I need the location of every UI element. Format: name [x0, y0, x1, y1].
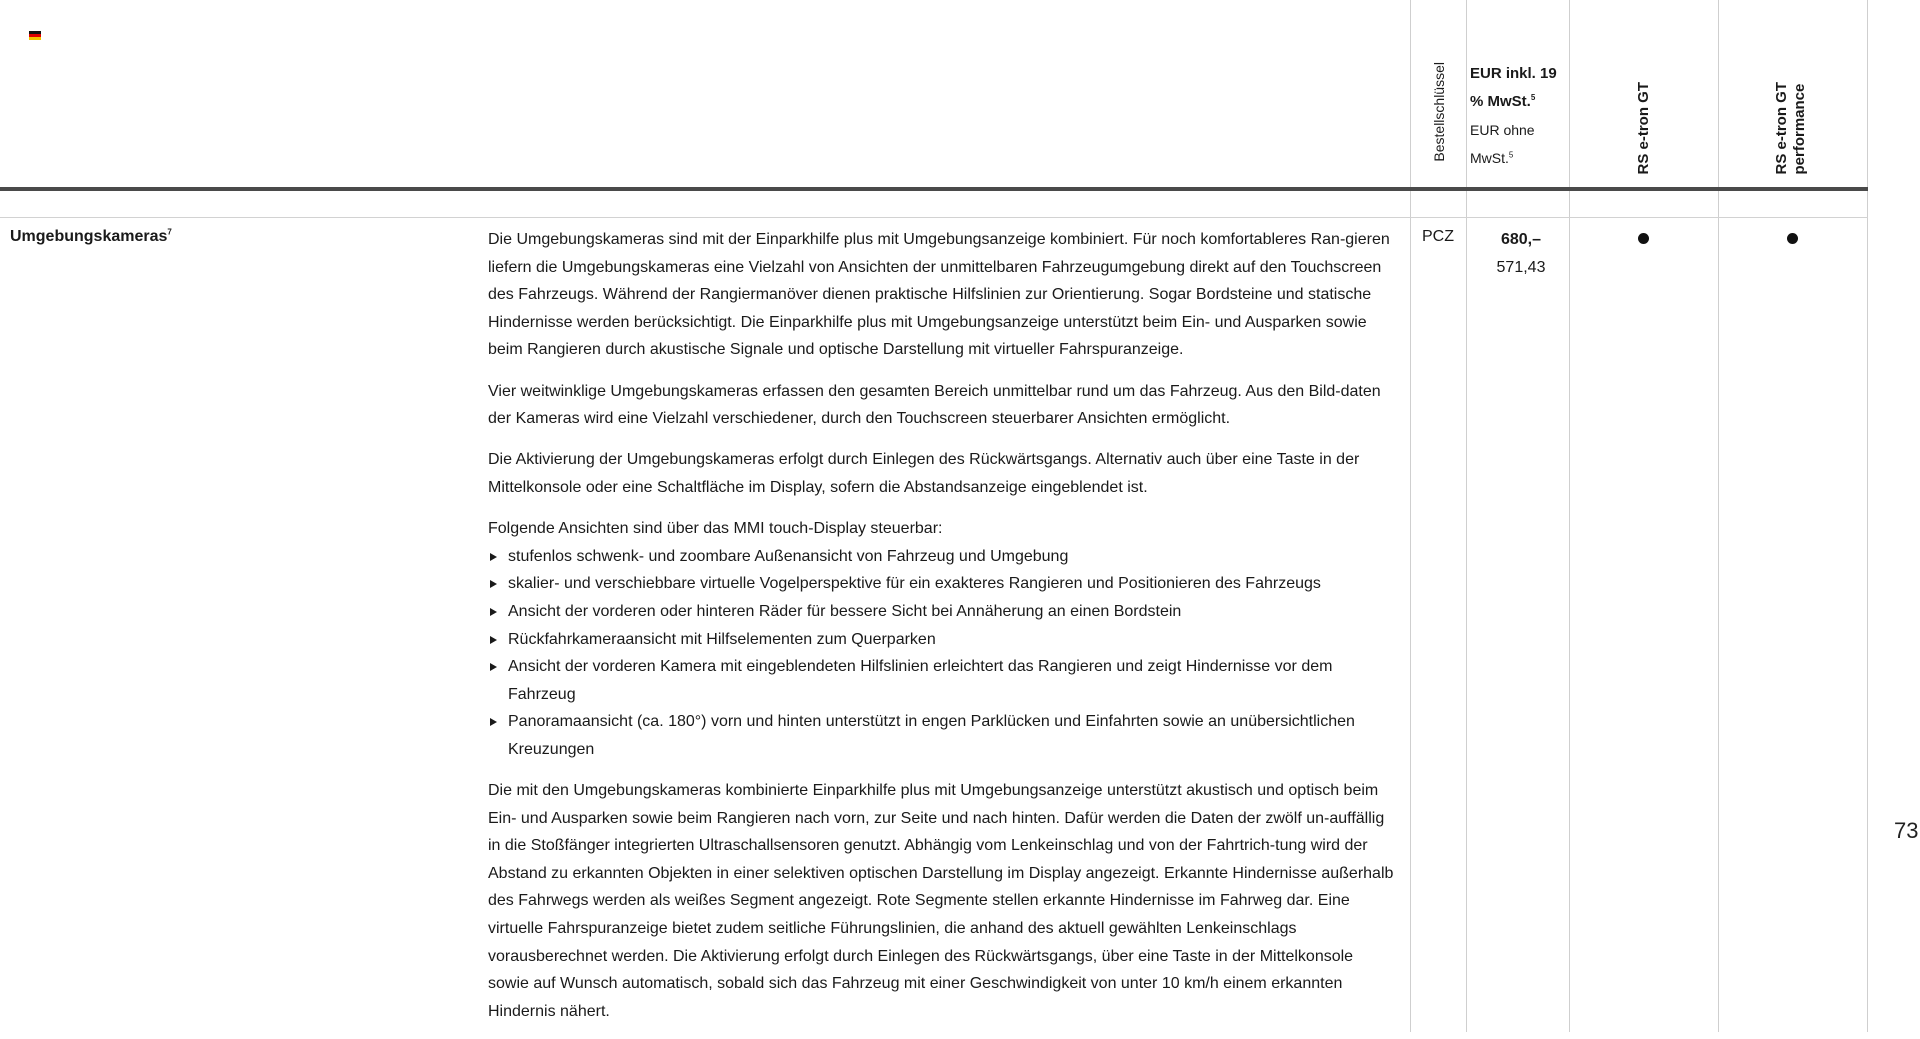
- description-paragraph: Die Aktivierung der Umgebungskameras erfolgt durch Einlegen des Rückwärtsgangs. Alternativ auch über eine Taste in der Mittelkonsole oder eine Schaltfläche im Display, sofern die Abstandsanzeige eingeblendet ist.: [488, 451, 1360, 496]
- standard-dot-icon: [1638, 233, 1649, 244]
- list-item: Rückfahrkameraansicht mit Hilfselementen zum Querparken: [488, 626, 1396, 654]
- column-divider: [1718, 0, 1719, 1032]
- feature-price: [1470, 226, 1572, 281]
- row-rule: [0, 217, 1868, 218]
- header-price-net: EUR ohne MwSt.$^5$: [1470, 122, 1535, 166]
- header-order-key: Bestellschlüssel: [1431, 62, 1447, 162]
- feature-description: [488, 226, 1396, 1039]
- price-net: 571,43: [1496, 258, 1546, 276]
- list-item: stufenlos schwenk- und zoombare Außenansicht von Fahrzeug und Umgebung: [488, 543, 1396, 571]
- price-gross: 680,–: [1500, 231, 1542, 248]
- page-number: 73: [1894, 818, 1919, 843]
- list-item: Ansicht der vorderen Kamera mit eingeblendeten Hilfslinien erleichtert das Rangieren und zeigt Hindernisse vor dem Fahrzeug: [488, 653, 1396, 708]
- description-closing: Die mit den Umgebungskameras kombinierte Einparkhilfe plus mit Umgebungsanzeige unterstützt akustisch und optisch beim Ein- und Ausparken sowie beim Rangieren nach vorn, zur Seite und nach hinten. Dafür werden die Daten der zwölf un-auffällig in die Stoßfänger integrierten Ultraschallsensoren genutzt. Abhängig vom Lenkeinschlag und von der Fahrtrich-tung wird der Abstand zu erkannten Objekten in einer selektiven optischen Darstellung im Display angezeigt. Erkannte Hindernisse außerhalb des Fahrwegs werden als weißes Segment angezeigt. Rote Segmente stellen erkannte Hindernisse im Fahrweg dar. Eine virtuelle Fahrspuranzeige bietet zudem seitliche Führungslinien, die anhand des aktuell gewählten Lenkeinschlags vorausberechnet werden. Die Aktivierung erfolgt durch Einlegen des Rückwärtsgangs, über eine Taste in der Mittelkonsole sowie auf Wunsch automatisch, sobald sich das Fahrzeug mit einer Geschwindigkeit von unter 10 km/h einem erkannten Hindernis nähert.: [488, 782, 1394, 1020]
- list-item: Ansicht der vorderen oder hinteren Räder für bessere Sicht bei Annäherung an einen Bordstein: [488, 598, 1396, 626]
- header-rule: [0, 187, 1868, 191]
- column-divider: [1466, 0, 1467, 1032]
- header-model-rs-etron-gt: RS e-tron GT: [1635, 82, 1652, 175]
- list-item: skalier- und verschiebbare virtuelle Vogelperspektive für ein exakteres Rangieren und Positionieren des Fahrzeugs: [488, 570, 1396, 598]
- column-divider: [1410, 0, 1411, 1032]
- header-price-gross: EUR inkl. 19 % MwSt.$^5$: [1470, 65, 1557, 110]
- feature-name: Umgebungskameras$^7$: [10, 227, 172, 245]
- standard-dot-icon: [1787, 233, 1798, 244]
- column-divider: [1867, 0, 1868, 1032]
- language-flag-icon: [29, 31, 41, 40]
- description-paragraph: Die Umgebungskameras sind mit der Einparkhilfe plus mit Umgebungsanzeige kombiniert. Für noch komfortableres Ran-gieren liefern die Umgebungskameras eine Vielzahl von Ansichten der unmittelbaren Fahrzeugumgebung direkt auf den Touchscreen des Fahrzeugs. Während der Rangiermanöver dienen praktische Hilfslinien zur Orientierung. Sogar Bordsteine und statische Hindernisse werden berücksichtigt. Die Einparkhilfe plus mit Umgebungsanzeige unterstützt beim Ein- und Ausparken sowie beim Rangieren durch akustische Signale und optische Darstellung mit virtueller Fahrspuranzeige.: [488, 231, 1390, 359]
- description-paragraph: Vier weitwinklige Umgebungskameras erfassen den gesamten Bereich unmittelbar rund um das Fahrzeug. Aus den Bild-daten der Kameras wird eine Vielzahl verschiedener, durch den Touchscreen steuerbarer Ansichten ermöglicht.: [488, 382, 1381, 428]
- views-list: [488, 543, 1396, 764]
- header-model-rs-etron-gt-performance: RS e-tron GT performance: [1773, 82, 1808, 175]
- list-intro: Folgende Ansichten sind über das MMI touch-Display steuerbar:: [488, 520, 943, 538]
- list-item: Panoramaansicht (ca. 180°) vorn und hinten unterstützt in engen Parklücken und Einfahrten sowie an unübersichtlichen Kreuzungen: [488, 708, 1396, 763]
- order-code: PCZ: [1422, 228, 1454, 245]
- header-price: [1470, 60, 1570, 172]
